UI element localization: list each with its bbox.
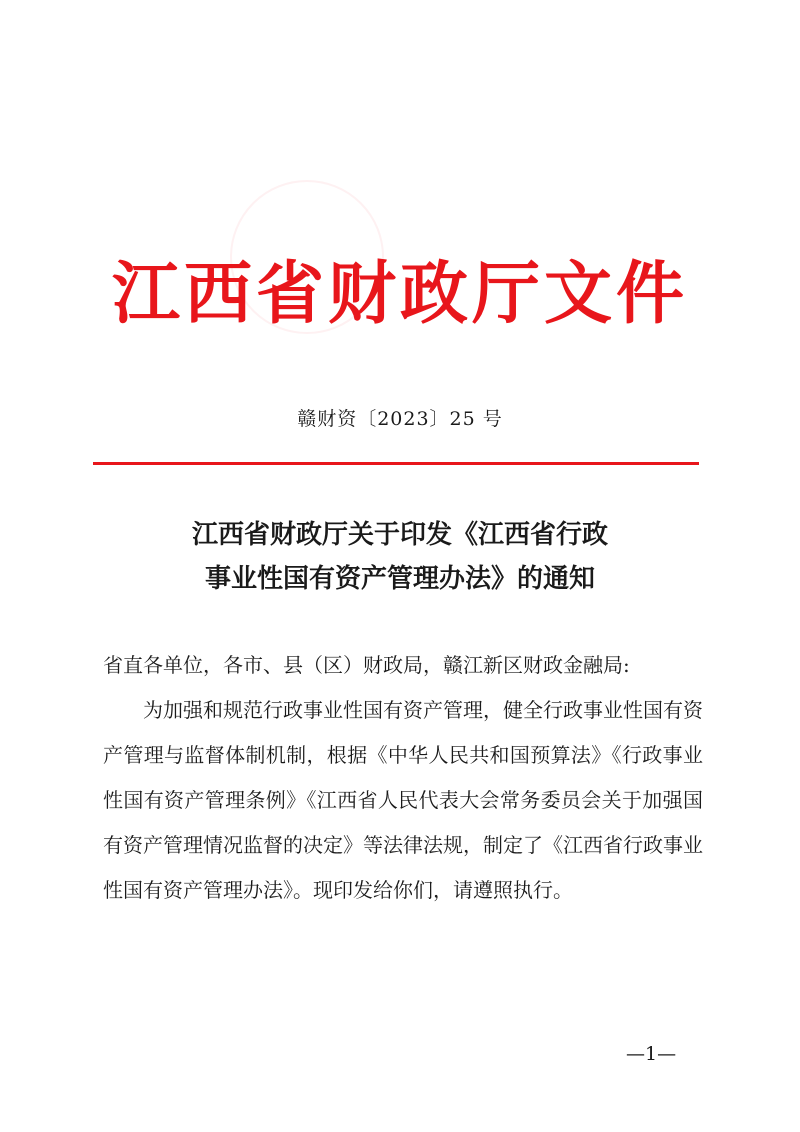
document-title <box>0 513 800 601</box>
red-divider-line <box>93 462 699 465</box>
document-title-line-2: 事业性国有资产管理办法》的通知 <box>204 564 595 594</box>
body-paragraph: 为加强和规范行政事业性国有资产管理，健全行政事业性国有资产管理与监督体制机制，根据《中华人民共和国预算法》《行政事业性国有资产管理条例》《江西省人民代表大会常务委员会关于加强国有资产管理情况监督的决定》等法律法规，制定了《江西省行政事业性国有资产管理办法》。现印发给你们，请遵照执行。 <box>103 698 703 902</box>
document-title-line-1: 江西省财政厅关于印发《江西省行政 <box>191 520 608 550</box>
salutation: 省直各单位，各市、县（区）财政局，赣江新区财政金融局: <box>103 653 630 677</box>
page-number: —1— <box>626 1043 677 1065</box>
document-number: 赣财资〔2023〕25 号 <box>297 408 503 430</box>
document-header-title: 江西省财政厅文件 <box>111 255 688 334</box>
document-body <box>103 643 703 913</box>
